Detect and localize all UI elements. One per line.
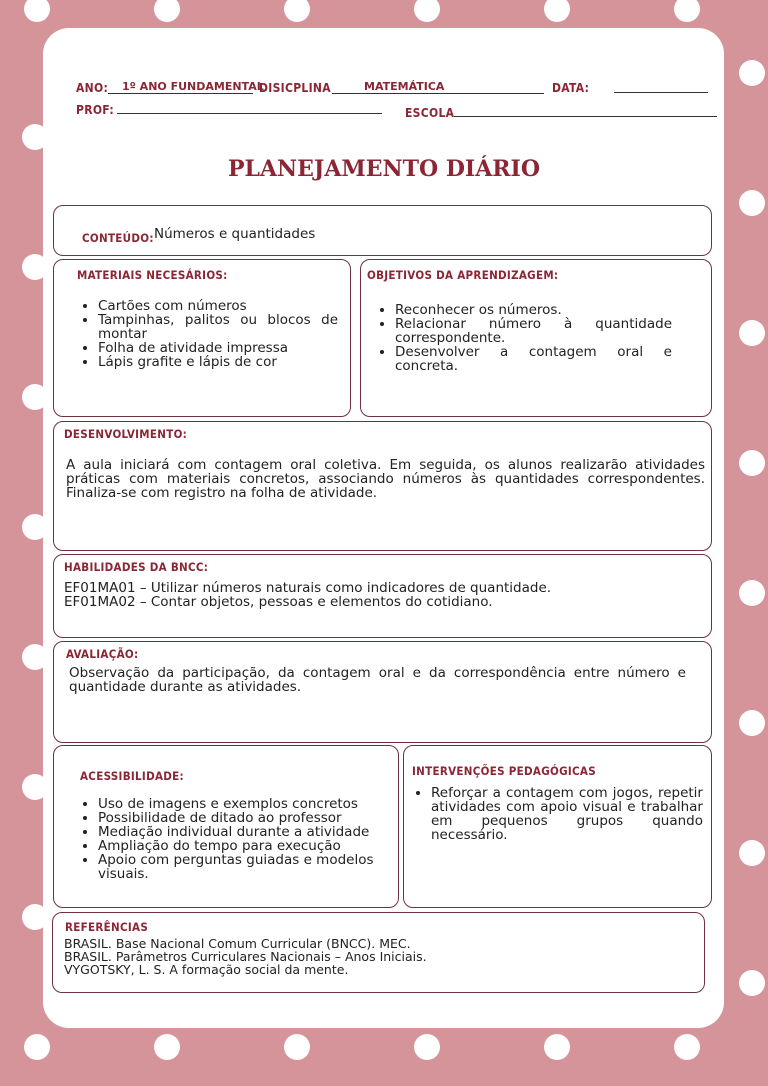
- acessibilidade-label: ACESSIBILIDADE:: [80, 769, 184, 783]
- referencias-lines: [64, 937, 694, 976]
- list-item: • Uso de imagens e exemplos concretos: [98, 797, 380, 811]
- desenvolvimento-text: A aula iniciará com contagem oral coletiva. Em seguida, os alunos realizarão atividades práticas com materiais concretos, associando números às quantidades correspondentes. Finaliza-se com registro na folha de atividade.: [66, 457, 705, 501]
- list-item: • Apoio com perguntas guiadas e modelos visuais.: [98, 853, 380, 881]
- referencia-item: BRASIL. Base Nacional Comum Curricular (BNCC). MEC.: [64, 936, 411, 951]
- disciplina-value[interactable]: MATEMÁTICA: [364, 80, 445, 93]
- list-item: • Desenvolver a contagem oral e concreta.: [395, 345, 672, 373]
- list-item: • Cartões com números: [98, 299, 338, 313]
- list-item: • Folha de atividade impressa: [98, 341, 338, 355]
- referencia-item: BRASIL. Parâmetros Curriculares Nacionais – Anos Iniciais.: [64, 949, 427, 964]
- disciplina-label: DISICPLINA: [259, 81, 331, 95]
- ano-label: ANO:: [76, 81, 109, 95]
- list-item: • Reforçar a contagem com jogos, repetir atividades com apoio visual e trabalhar em pequenos grupos quando necessário.: [431, 786, 703, 842]
- list-item: • Tampinhas, palitos ou blocos de montar: [98, 313, 338, 341]
- acessibilidade-list: [80, 797, 380, 881]
- prof-field[interactable]: [117, 113, 382, 114]
- habilidades-label: HABILIDADES DA BNCC:: [64, 560, 209, 574]
- escola-label: ESCOLA: [405, 106, 455, 120]
- objetivos-label: OBJETIVOS DA APRENDIZAGEM:: [367, 268, 559, 282]
- page-title: PLANEJAMENTO DIÁRIO: [227, 156, 541, 182]
- conteudo-value: Números e quantidades: [154, 226, 316, 242]
- referencia-item: VYGOTSKY, L. S. A formação social da mente.: [64, 962, 349, 977]
- list-item: • Relacionar número à quantidade correspondente.: [395, 317, 672, 345]
- materiais-list: [80, 299, 338, 369]
- objetivos-list: [377, 303, 672, 373]
- list-item: • Possibilidade de ditado ao professor: [98, 811, 380, 825]
- list-item: • Ampliação do tempo para execução: [98, 839, 380, 853]
- ano-line: [108, 93, 253, 94]
- habilidades-lines: [64, 581, 704, 609]
- list-item: • Reconhecer os números.: [395, 303, 672, 317]
- materiais-label: MATERIAIS NECESÁRIOS:: [77, 268, 228, 282]
- referencias-label: REFERÊNCIAS: [65, 920, 149, 934]
- habilidade-item: EF01MA02 – Contar objetos, pessoas e elementos do cotidiano.: [64, 594, 493, 610]
- desenvolvimento-label: DESENVOLVIMENTO:: [64, 427, 188, 441]
- avaliacao-label: AVALIAÇÃO:: [66, 647, 139, 661]
- list-item: • Lápis grafite e lápis de cor: [98, 355, 338, 369]
- intervencoes-list: [413, 786, 703, 842]
- list-item: • Mediação individual durante a atividade: [98, 825, 380, 839]
- disciplina-line: [332, 93, 544, 94]
- prof-label: PROF:: [76, 103, 114, 117]
- ano-value[interactable]: 1º ANO FUNDAMENTAL: [122, 80, 264, 93]
- habilidade-item: EF01MA01 – Utilizar números naturais como indicadores de quantidade.: [64, 580, 552, 596]
- conteudo-label: CONTEÚDO:: [82, 231, 154, 245]
- intervencoes-label: INTERVENÇÕES PEDAGÓGICAS: [412, 764, 596, 778]
- data-label: DATA:: [552, 81, 590, 95]
- escola-field[interactable]: [454, 116, 717, 117]
- avaliacao-text: Observação da participação, da contagem oral e da correspondência entre número e quantidade durante as atividades.: [69, 665, 686, 695]
- data-field[interactable]: [614, 92, 708, 93]
